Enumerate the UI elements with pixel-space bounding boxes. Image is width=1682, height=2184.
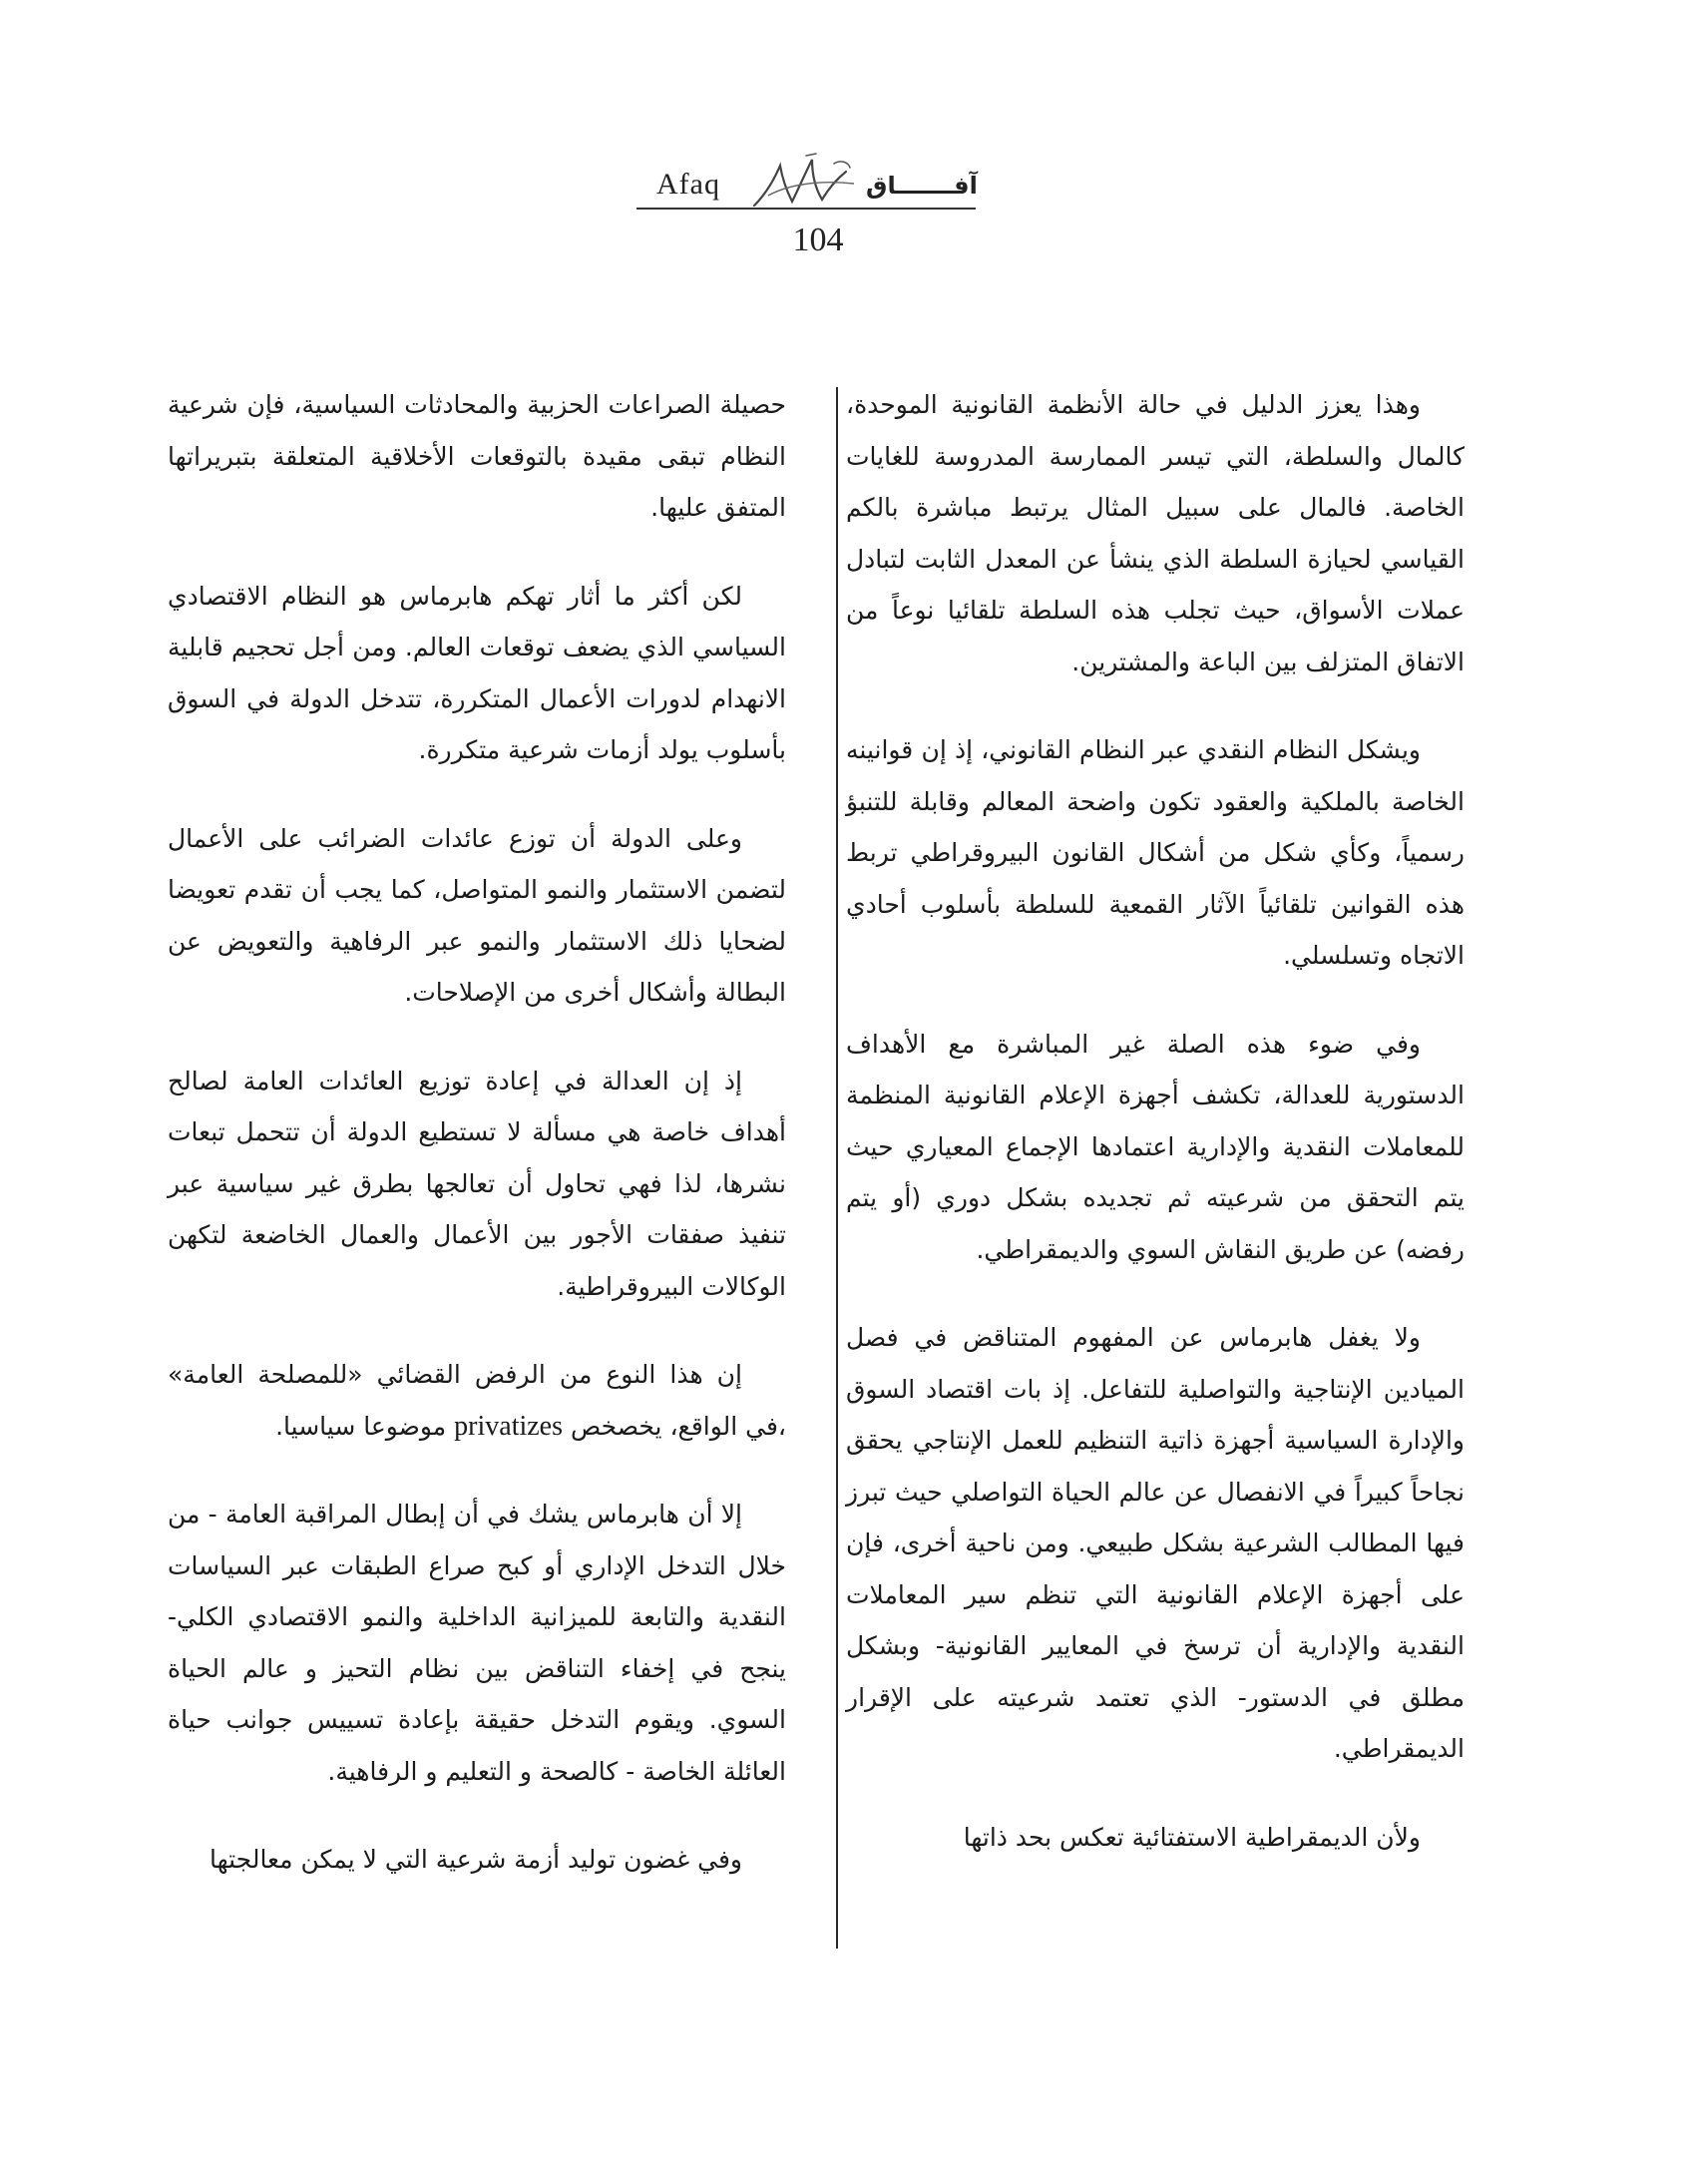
journal-name-latin: Afaq xyxy=(656,168,720,201)
paragraph-text: إن هذا النوع من الرفض القضائي «للمصلحة العامة» ،في الواقع، يخصخص xyxy=(168,1360,786,1441)
paragraph: لكن أكثر ما أثار تهكم هابرماس هو النظام الاقتصادي السياسي الذي يضعف توقعات العالم. ومن أجل تحجيم قابلية الانهدام لدورات الأعمال المتكررة، تتدخل الدولة في السوق بأسلوب يولد أزمات شرعية متكررة. xyxy=(168,581,786,764)
paragraph: وفي ضوء هذه الصلة غير المباشرة مع الأهداف الدستورية للعدالة، تكشف أجهزة الإعلام القانونية المنظمة للمعاملات النقدية والإدارية اعتمادها الإجماع المعياري حيث يتم التحقق من شرعيته ثم تجديده بشكل دوري (أو يتم رفضه) عن طريق النقاش السوي والديمقراطي. xyxy=(846,1029,1465,1264)
paragraph: وفي غضون توليد أزمة شرعية التي لا يمكن معالجتها xyxy=(210,1845,742,1874)
paragraph: ويشكل النظام النقدي عبر النظام القانوني، إذ إن قوانينه الخاصة بالملكية والعقود تكون واضحة المعالم وقابلة للتنبؤ رسمياً، وكأي شكل من أشكال القانون البيروقراطي تربط هذه القوانين تلقائياً الآثار القمعية للسلطة بأسلوب أحادي الاتجاه وتسلسلي. xyxy=(846,735,1465,970)
paragraph: إذ إن العدالة في إعادة توزيع العائدات العامة لصالح أهداف خاصة هي مسألة لا تستطيع الدولة أن تتحمل تبعات نشرها، لذا فهي تحاول أن تعالجها بطرق غير سياسية عبر تنفيذ صفقات الأجور بين الأعمال والعمال الخاضعة لتكهن الوكالات البيروقراطية. xyxy=(168,1066,786,1301)
paragraph: وهذا يعزز الدليل في حالة الأنظمة القانونية الموحدة، كالمال والسلطة، التي تيسر الممارسة المدروسة للغايات الخاصة. فالمال على سبيل المثال يرتبط مباشرة بالكم القياسي لحيازة السلطة الذي ينشأ عن المعدل الثابت لتبادل عملات الأسواق، حيث تجلب هذه السلطة تلقائيا نوعاً من الاتفاق المتزلف بين الباعة والمشترين. xyxy=(846,390,1465,676)
paragraph: ولأن الديمقراطية الاستفتائية تعكس بحد ذاتها xyxy=(963,1822,1421,1852)
afaq-logo-icon xyxy=(746,150,866,210)
journal-header xyxy=(0,150,1682,269)
paragraph: إلا أن هابرماس يشك في أن إبطال المراقبة العامة - من خلال التدخل الإداري أو كبح صراع الطبقات عبر السياسات النقدية والتابعة للميزانية الداخلية والنمو الاقتصادي الكلي- ينجح في إخفاء التناقض بين نظام التحيز و عالم الحياة السوي. ويقوم التدخل حقيقة بإعادة تسييس جوانب حياة العائلة الخاصة - كالصحة و التعليم و الرفاهية. xyxy=(168,1500,786,1786)
paragraph: ولا يغفل هابرماس عن المفهوم المتناقض في فصل الميادين الإنتاجية والتواصلية للتفاعل. إذ بات اقتصاد السوق والإدارة السياسية أجهزة ذاتية التنظيم للعمل الإنتاجي يحقق نجاحاً كبيراً في الانفصال عن عالم الحياة التواصلي حيث تبرز فيها المطالب الشرعية بشكل طبيعي. ومن ناحية أخرى، فإن على أجهزة الإعلام القانونية التي تنظم سير المعاملات النقدية والإدارية أن ترسخ في المعايير القانونية- وبشكل مطلق في الدستور- الذي تعتمد شرعيته على الإقرار الديمقراطي. xyxy=(846,1323,1465,1763)
paragraph xyxy=(168,1349,786,1452)
paragraph: وعلى الدولة أن توزع عائدات الضرائب على الأعمال لتضمن الاستثمار والنمو المتواصل، كما يجب أن تقدم تعويضا لضحايا ذلك الاستثمار والنمو عبر الرفاهية والتعويض عن البطالة وأشكال أخرى من الإصلاحات. xyxy=(168,823,786,1007)
journal-name-arabic: آفـــــــاق xyxy=(866,172,978,200)
text-column-left xyxy=(168,379,786,1923)
latin-term: privatizes xyxy=(454,1410,563,1442)
page-number: 104 xyxy=(792,221,844,258)
text-column-right xyxy=(846,379,1465,1900)
paragraph-text: موضوعا سياسيا. xyxy=(275,1411,447,1441)
paragraph: حصيلة الصراعات الحزبية والمحادثات السياسية، فإن شرعية النظام تبقى مقيدة بالتوقعات الأخلاقية المتعلقة بتبريراتها المتفق عليها. xyxy=(168,390,786,522)
header-rule xyxy=(636,208,976,210)
column-divider xyxy=(836,387,838,1949)
